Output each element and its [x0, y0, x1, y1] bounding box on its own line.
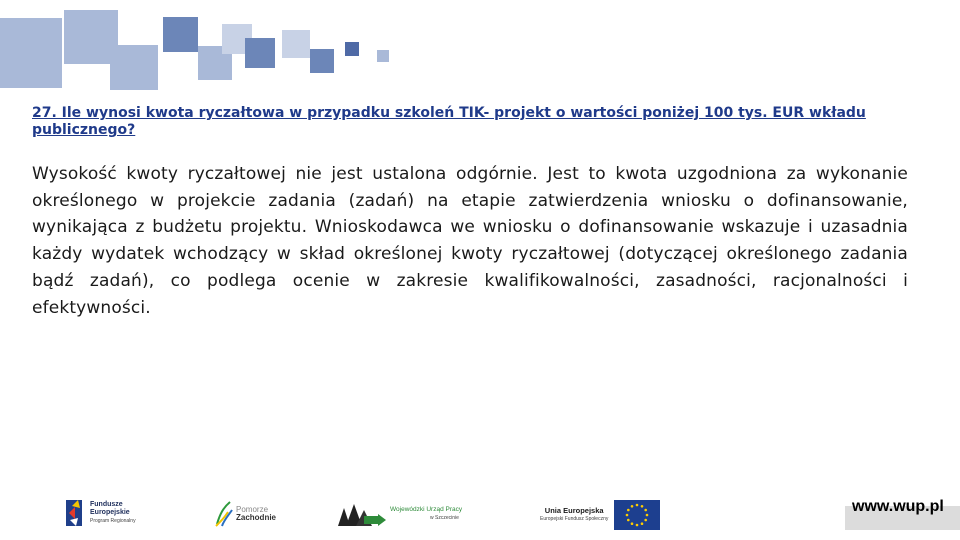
pomorze-zachodnie-logo: [214, 500, 276, 528]
fe-line3: Program Regionalny: [90, 518, 136, 524]
square: [282, 30, 310, 58]
ue-line1: Unia Europejska: [544, 506, 604, 515]
pomorze-line2: Zachodnie: [236, 513, 277, 522]
fe-line1: Fundusze: [90, 501, 123, 508]
unia-europejska-logo: [540, 500, 660, 530]
fe-line2: Europejskie: [90, 509, 130, 516]
pomorze-line1: Pomorze: [236, 505, 269, 514]
square: [0, 18, 62, 88]
wup-line1: Wojewódzki Urząd Pracy: [390, 506, 463, 513]
pomorze-zachodnie-icon: [214, 500, 234, 528]
wup-szczecin-logo: [336, 500, 462, 528]
wup-buildings-icon: [336, 500, 386, 528]
square: [163, 17, 198, 52]
square: [110, 45, 158, 90]
square: [310, 49, 334, 73]
footer-logos: [0, 490, 960, 540]
wup-line2: w Szczecinie: [430, 515, 459, 521]
question-heading: 27. Ile wynosi kwota ryczałtowa w przypadku szkoleń TIK- projekt o wartości poniżej 100 tys. EUR wkładu publicznego?: [32, 105, 866, 138]
square: [245, 38, 275, 68]
fundusze-europejskie-logo: [66, 496, 136, 530]
square: [345, 42, 359, 56]
ue-line2: Europejski Fundusz Społeczny: [540, 516, 609, 522]
fundusze-europejskie-icon: [66, 496, 86, 530]
answer-paragraph: Wysokość kwoty ryczałtowej nie jest ustalona odgórnie. Jest to kwota uzgodniona za wykonanie określonego w projekcie zadania (zadań) na etapie zatwierdzenia wniosku o dofinansowanie, wynikająca z budżetu projektu. Wnioskodawca we wniosku o dofinansowanie wskazuje i uzasadnia każdy wydatek wchodzący w skład określonej kwoty ryczałtowej (dotyczącej określonego zadania bądź zadań), co podlega ocenie w zakresie kwalifikowalności, zasadności, racjonalności i efektywności.: [32, 164, 908, 318]
website-link[interactable]: www.wup.pl: [852, 498, 944, 515]
eu-flag-icon: [614, 500, 660, 530]
square: [377, 50, 389, 62]
